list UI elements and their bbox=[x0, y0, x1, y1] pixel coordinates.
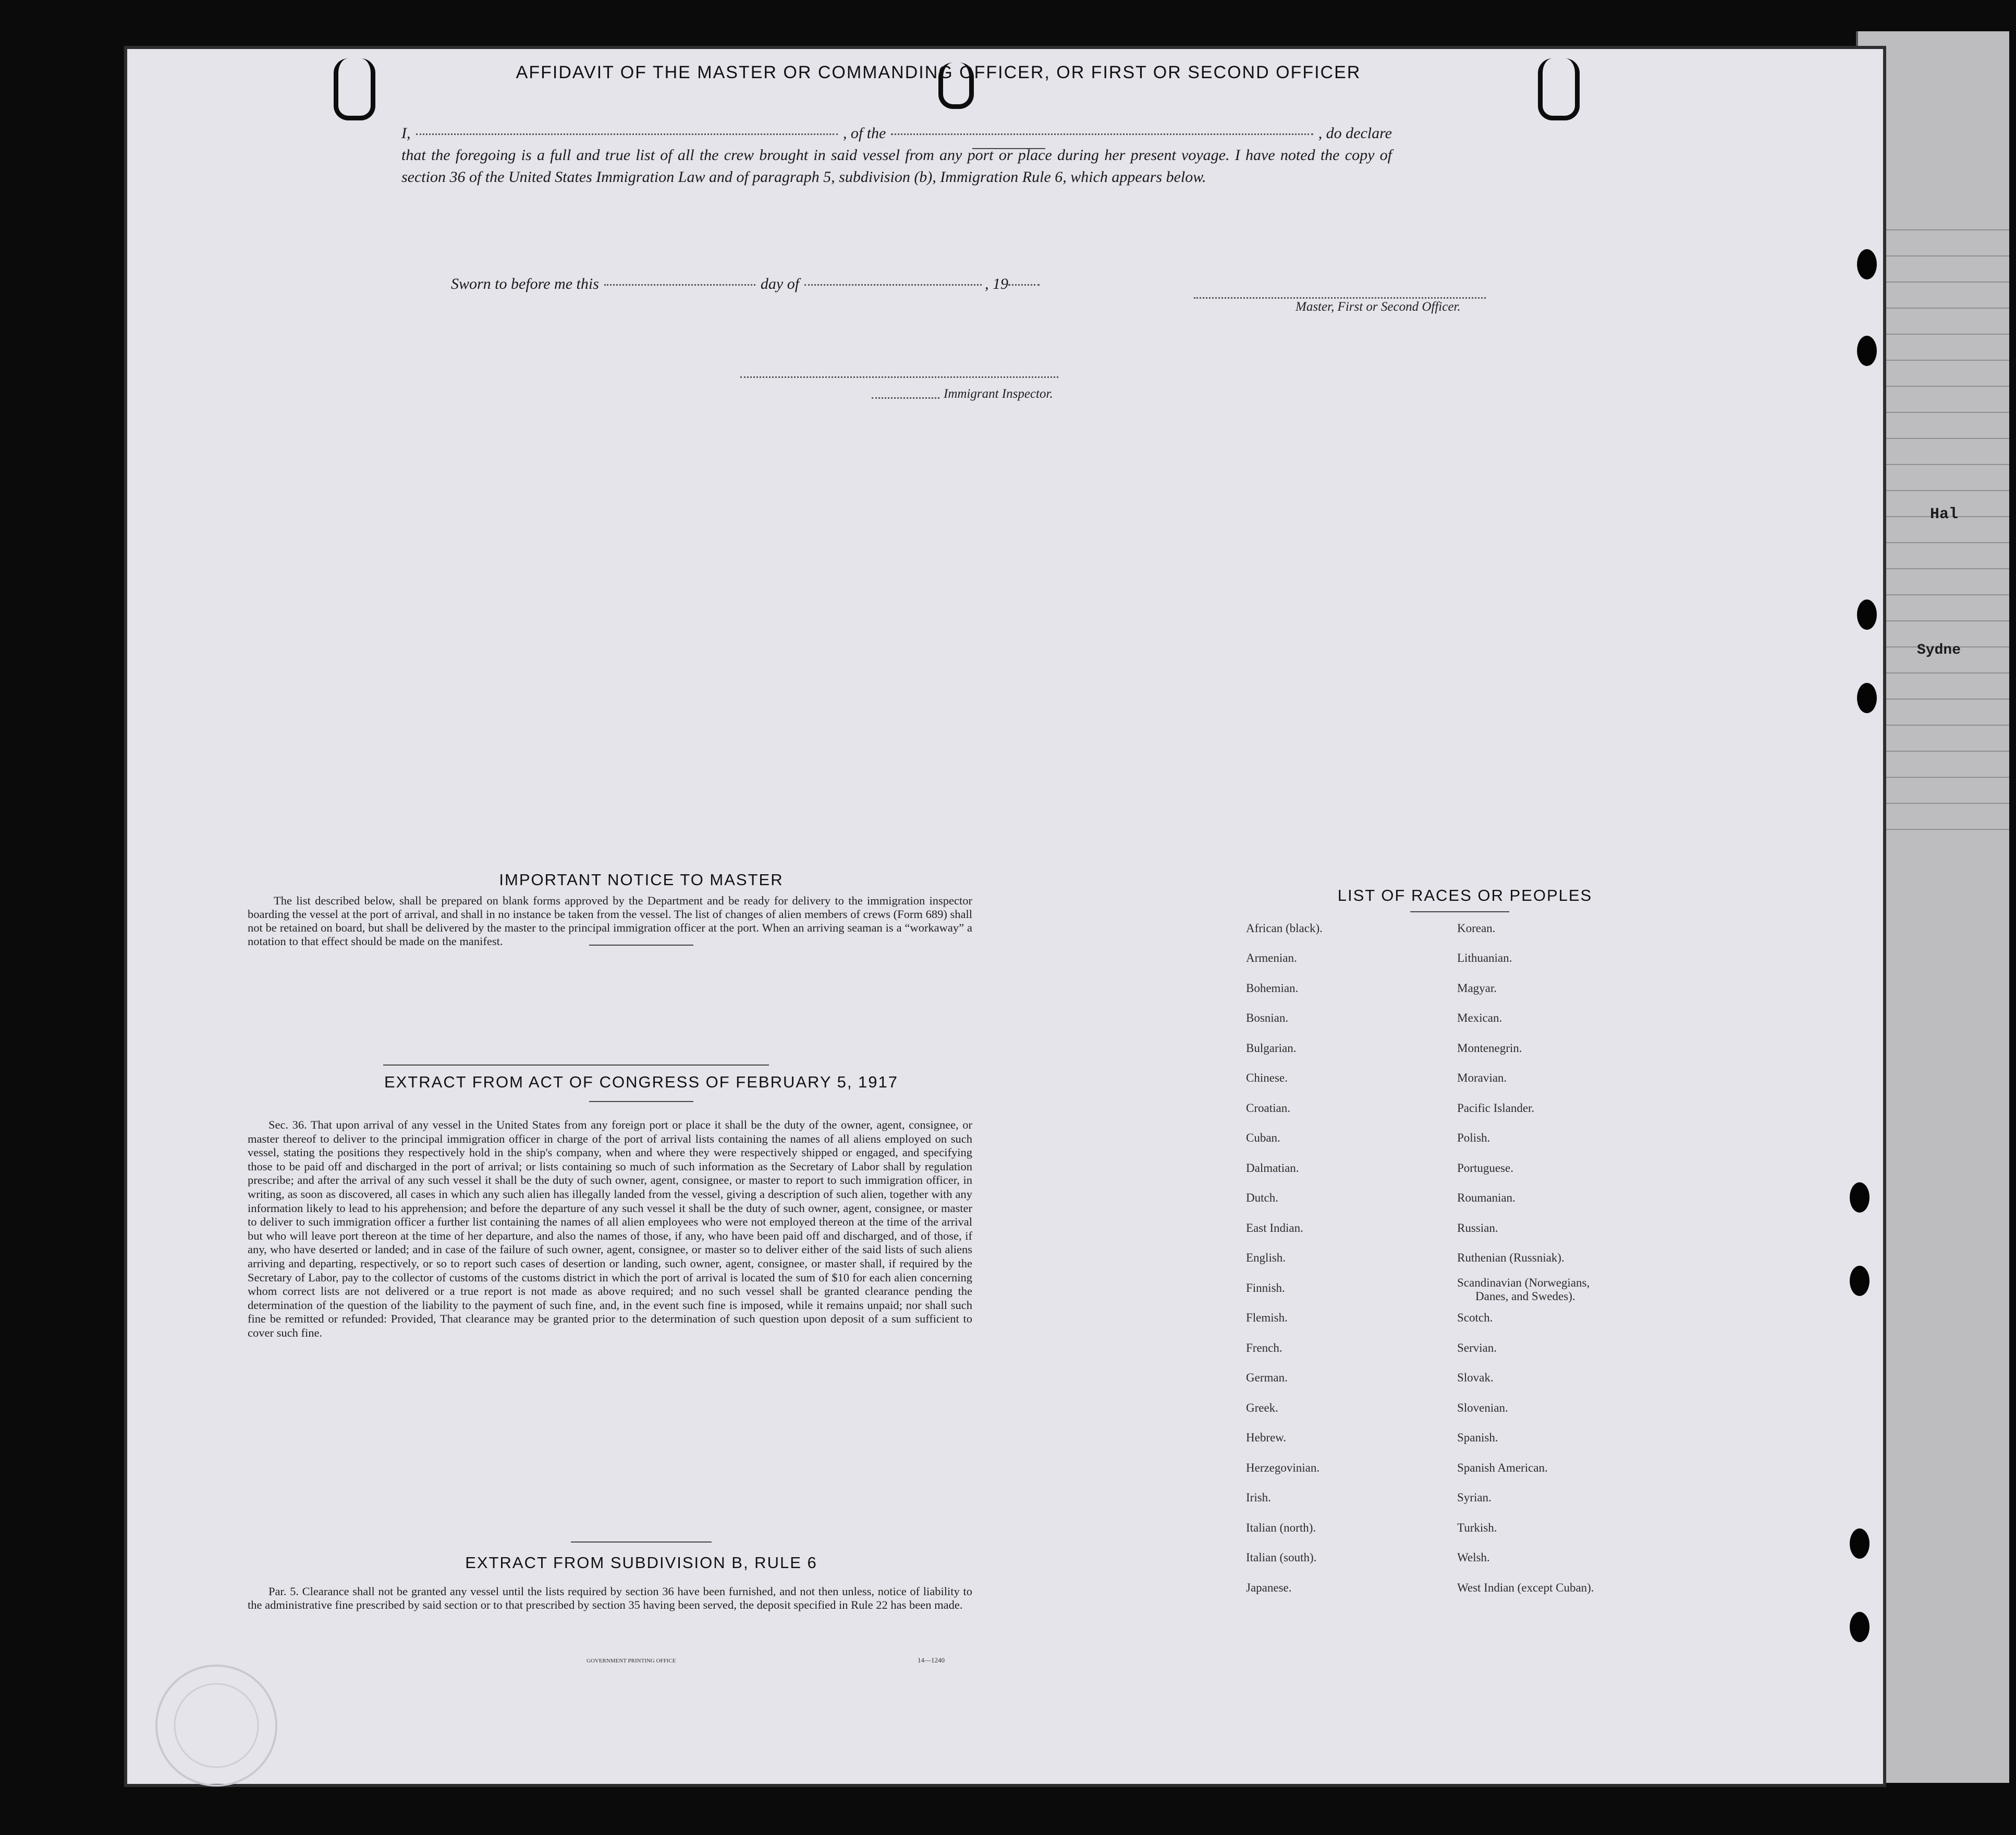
race-item: Hebrew. bbox=[1246, 1431, 1287, 1444]
races-title: LIST OF RACES OR PEOPLES bbox=[1337, 886, 1593, 904]
name-blank[interactable] bbox=[416, 133, 838, 135]
day-blank[interactable] bbox=[604, 284, 755, 286]
section-divider bbox=[571, 1542, 712, 1543]
race-item: Japanese. bbox=[1246, 1581, 1292, 1594]
declaration-first-line bbox=[401, 123, 1392, 144]
race-item: Bosnian. bbox=[1246, 1011, 1289, 1024]
inspector-signature-line-short[interactable] bbox=[872, 397, 939, 399]
race-item: German. bbox=[1246, 1371, 1288, 1384]
race-item-continuation: Danes, and Swedes). bbox=[1475, 1290, 1575, 1303]
punch-hole bbox=[1850, 1612, 1870, 1642]
vessel-blank[interactable] bbox=[891, 133, 1313, 135]
race-item: Bulgarian. bbox=[1246, 1042, 1297, 1055]
extract-rule-text: Par. 5. Clearance shall not be granted any vessel until the lists required by section 36 have been furnished, and not then unless, notice of liability to the administrative fine prescribed by said section or to that prescribed by section 35 having been served, the deposit specified in Rule 22 has been made. bbox=[248, 1585, 972, 1611]
of-the-label: , of the bbox=[842, 125, 886, 142]
race-item: Moravian. bbox=[1457, 1071, 1507, 1084]
affidavit-title: AFFIDAVIT OF THE MASTER OR COMMANDING OFFICER, OR FIRST OR SECOND OFFICER bbox=[516, 63, 1361, 82]
race-item: English. bbox=[1246, 1251, 1286, 1264]
extract-act-underline bbox=[589, 1101, 693, 1102]
race-item: Servian. bbox=[1457, 1341, 1497, 1354]
race-item: Portuguese. bbox=[1457, 1161, 1513, 1175]
notice-text: The list described below, shall be prepared on blank forms approved by the Department and be ready for delivery to the immigration inspector boarding the vessel at the port of arrival, and shall in no instance be taken from the vessel. The list of changes of alien members of crews (Form 689) shall not be retained on board, but shall be delivered by the master to the principal immigration officer at the port. When an arriving seaman is a “workaway” a notation to that effect should be made on the manifest. bbox=[248, 894, 972, 948]
race-item: Syrian. bbox=[1457, 1491, 1492, 1504]
month-blank[interactable] bbox=[804, 284, 982, 286]
race-item: Polish. bbox=[1457, 1131, 1490, 1144]
race-item: Finnish. bbox=[1246, 1281, 1285, 1294]
sworn-line bbox=[451, 275, 1040, 293]
seal-stamp bbox=[149, 1658, 284, 1793]
race-item: Greek. bbox=[1246, 1401, 1278, 1414]
sworn-label: Sworn to before me this bbox=[451, 275, 599, 292]
race-item: West Indian (except Cuban). bbox=[1457, 1581, 1594, 1594]
race-item: Lithuanian. bbox=[1457, 951, 1512, 964]
form-code: 14—1240 bbox=[918, 1656, 945, 1664]
race-item: Italian (south). bbox=[1246, 1551, 1317, 1564]
race-item: Scotch. bbox=[1457, 1311, 1493, 1324]
race-item: Spanish American. bbox=[1457, 1461, 1548, 1474]
race-item: Slovak. bbox=[1457, 1371, 1494, 1384]
extract-act-text: Sec. 36. That upon arrival of any vessel in the United States from any foreign port or place it shall be the duty of the owner, agent, consignee, or master thereof to deliver to the principal immigration officer in charge of the port of arrival lists containing the names of all aliens employed on such vessel, stating the positions they respectively hold in the ship's company, when and where they were respectively shipped or engaged, and specifying those to be paid off and discharged in the port of arrival; or lists containing so much of such information as the Secretary of Labor shall by regulation prescribe; and after the arrival of any such vessel it shall be the duty of such owner, agent, consignee, or master to report to such immigration officer, in writing, as soon as discovered, all cases in which any such alien has illegally landed from the vessel, giving a description of such alien, together with any information likely to lead to his apprehension; and before the departure of any such vessel it shall be the duty of such owner, agent, consignee, or master to deliver to such immigration officer a further list containing the names of all alien employees who were not employed thereon at the time of the arrival but who will leave port thereon at the time of her departure, and also the names of those, if any, who have been paid off and discharged, and of those, if any, who have deserted or landed; and in case of the failure of such owner, agent, consignee, or master so to deliver either of the said lists of such aliens arriving and departing, respectively, or so to report such cases of desertion or landing, such owner, agent, consignee, or master shall, if required by the Secretary of Labor, pay to the collector of customs of the customs district in which the port of arrival is located the sum of $10 for each alien concerning whom correct lists are not delivered or a true report is not made as above required; and no such vessel shall be granted clearance pending the determination of the question of the liability to the payment of such fine, and, in the event such fine is imposed, while it remains unpaid; nor shall such fine be remitted or refunded: Provided, That clearance may be granted prior to the determination of such question upon deposit of a sum sufficient to cover such fine. bbox=[248, 1118, 972, 1339]
binder-clip bbox=[334, 58, 375, 120]
race-item: Croatian. bbox=[1246, 1102, 1290, 1115]
inspector-caption: Immigrant Inspector. bbox=[944, 387, 1053, 401]
i-label: I, bbox=[401, 125, 411, 142]
race-item: Chinese. bbox=[1246, 1071, 1288, 1084]
extract-rule-title: EXTRACT FROM SUBDIVISION B, RULE 6 bbox=[465, 1553, 817, 1572]
race-item: French. bbox=[1246, 1341, 1282, 1354]
inspector-signature-line[interactable] bbox=[740, 376, 1058, 378]
races-underline bbox=[1410, 911, 1509, 912]
affidavit-declaration bbox=[401, 123, 1392, 188]
race-item: Bohemian. bbox=[1246, 982, 1299, 995]
race-item: African (black). bbox=[1246, 922, 1323, 935]
officer-caption: Master, First or Second Officer. bbox=[1296, 300, 1461, 314]
year-prefix: , 19 bbox=[985, 275, 1009, 292]
race-item: Flemish. bbox=[1246, 1311, 1288, 1324]
notice-title: IMPORTANT NOTICE TO MASTER bbox=[499, 871, 784, 889]
race-item: Cuban. bbox=[1246, 1131, 1280, 1144]
race-item: Roumanian. bbox=[1457, 1191, 1516, 1204]
background-text-fragment: Sydne bbox=[1917, 642, 1961, 658]
race-item: Montenegrin. bbox=[1457, 1042, 1522, 1055]
binder-clip bbox=[1538, 58, 1580, 120]
extract-act-title: EXTRACT FROM ACT OF CONGRESS OF FEBRUARY 5, 1917 bbox=[384, 1073, 899, 1091]
race-item: Armenian. bbox=[1246, 951, 1297, 964]
punch-hole bbox=[1850, 1182, 1870, 1213]
punch-hole bbox=[1850, 1528, 1870, 1559]
punch-hole bbox=[1857, 600, 1877, 630]
punch-hole bbox=[1857, 683, 1877, 713]
race-item: Herzegovinian. bbox=[1246, 1461, 1320, 1474]
officer-signature-line[interactable] bbox=[1194, 297, 1486, 299]
race-item: East Indian. bbox=[1246, 1221, 1303, 1234]
race-item: Spanish. bbox=[1457, 1431, 1498, 1444]
race-item: Mexican. bbox=[1457, 1011, 1502, 1024]
race-item: Welsh. bbox=[1457, 1551, 1490, 1564]
background-text-fragment: Hal bbox=[1930, 506, 1959, 523]
race-item: Russian. bbox=[1457, 1221, 1498, 1234]
race-item: Turkish. bbox=[1457, 1521, 1497, 1534]
section-divider bbox=[383, 1065, 769, 1066]
day-of-label: day of bbox=[760, 275, 800, 292]
printer-imprint: GOVERNMENT PRINTING OFFICE bbox=[587, 1658, 676, 1664]
race-item: Italian (north). bbox=[1246, 1521, 1316, 1534]
race-item: Irish. bbox=[1246, 1491, 1271, 1504]
race-item: Ruthenian (Russniak). bbox=[1457, 1251, 1565, 1264]
declare-label: , do declare bbox=[1318, 125, 1392, 142]
race-item: Dalmatian. bbox=[1246, 1161, 1299, 1175]
race-item: Korean. bbox=[1457, 922, 1496, 935]
race-item: Slovenian. bbox=[1457, 1401, 1508, 1414]
race-item: Scandinavian (Norwegians, bbox=[1457, 1276, 1590, 1289]
year-blank[interactable] bbox=[1008, 284, 1040, 286]
race-item: Pacific Islander. bbox=[1457, 1102, 1535, 1115]
declaration-body: that the foregoing is a full and true list of all the crew brought in said vessel from any port or place during her present voyage. I have noted the copy of section 36 of the United States Immigration Law and of paragraph 5, subdivision (b), Immigration Rule 6, which appears below. bbox=[401, 146, 1392, 186]
punch-hole bbox=[1857, 249, 1877, 279]
punch-hole bbox=[1850, 1266, 1870, 1296]
race-item: Magyar. bbox=[1457, 982, 1497, 995]
race-item: Dutch. bbox=[1246, 1191, 1278, 1204]
punch-hole bbox=[1857, 336, 1877, 366]
